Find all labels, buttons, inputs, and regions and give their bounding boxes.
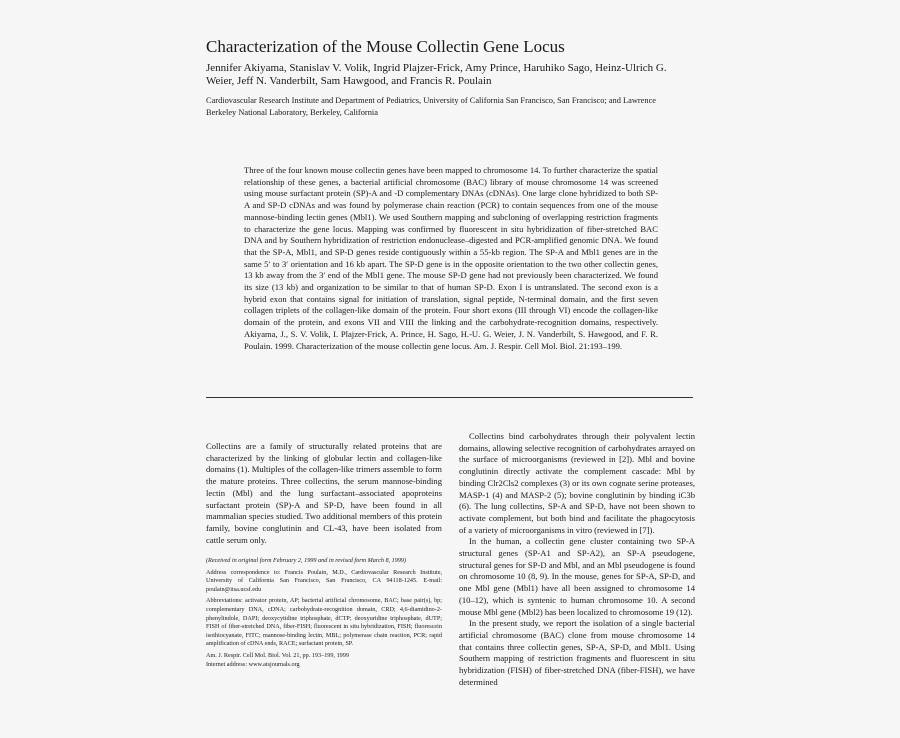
body-paragraph: Collectins bind carbohydrates through their polyvalent lectin domains, allowing selective recognition of carbohydrates arrayed on the surface of microorganisms (reviewed in [2]). Mbl and bovine conglutinin directly activate the complement cascade: Mbl by binding Clr2Cls2 complexes (3) or its own cognate serine proteases, MASP-1 (4) and MASP-2 (5); bovine conglutinin by binding iC3b (6). The lung collectins, SP-A and SP-D, have not been shown to activate complement, but both bind and facilitate the phagocytosis of a variety of microorganisms in vitro (reviewed in [7]).	[459, 431, 695, 535]
left-column	[206, 441, 442, 546]
right-column	[459, 431, 695, 688]
affiliation: Cardiovascular Research Institute and Department of Pediatrics, University of California San Francisco, San Francisco; and Lawrence Berkeley National Laboratory, Berkeley, California	[206, 96, 657, 117]
author-list: Jennifer Akiyama, Stanislav V. Volik, Ingrid Plajzer-Frick, Amy Prince, Haruhiko Sago, Heinz-Ulrich G. Weier, Jeff N. Vanderbilt, Sam Hawgood, and Francis R. Poulain	[206, 62, 667, 87]
footnotes	[206, 557, 442, 672]
body-paragraph: In the human, a collectin gene cluster containing two SP-A structural genes (SP-A1 and SP-A2), an SP-A pseudogene, structural genes for SP-D and Mbl, and an Mbl pseudogene is found on chromosome 10 (8, 9). In the mouse, genes for SP-A, SP-D, and one Mbl gene (Mbl1) have all been assigned to chromosome 14 (10–12), which is syntenic to human chromosome 10. A second mouse Mbl gene (Mbl2) has been localized to chromosome 19 (12).	[459, 536, 695, 617]
received-note: (Received in original form February 2, 1999 and in revised form March 8, 1999)	[206, 557, 407, 564]
intro-paragraph: Collectins are a family of structurally related proteins that are characterized by the linking of globular lectin and collagen-like domains (1). Multiples of the collagen-like trimers assemble to form the mature proteins. Three collectins, the serum mannose-binding lectin (Mbl) and the lung surfactant–associated apoproteins surfactant protein (SP)-A and SP-D, have been found in all mammalian species studied. Two additional members of this protein family, bovine conglutinin and CL-43, have been isolated from cattle serum only.	[206, 441, 442, 545]
internet-address: Internet address: www.atsjournals.org	[206, 660, 300, 668]
body-paragraph: In the present study, we report the isolation of a single bacterial artificial chromosome (BAC) clone from mouse chromosome 14 that contains three collectin genes, SP-A, SP-D, and Mbl1. Using Southern mapping of restriction fragments and fluorescent in situ hybridization (FISH) of fiber-stretched DNA (fiber-FISH), we have determined	[459, 618, 695, 687]
section-divider	[206, 397, 693, 398]
abstract: Three of the four known mouse collectin genes have been mapped to chromosome 14. To further characterize the spatial relationship of these genes, a bacterial artificial chromosome (BAC) library of mouse chromosome 14 was screened using mouse surfactant protein (SP)-A and -D complementary DNAs (cDNAs). One large clone hybridized to both SP-A and SP-D cDNAs and was found by polymerase chain reaction (PCR) to contain sequences from one of the mouse mannose-binding lectin genes (Mbl1). We used Southern mapping and subcloning of overlapping restriction fragments to characterize the gene locus. Mapping was confirmed by fluorescent in situ hybridization of fiber-stretched BAC DNA and by Southern hybridization of restriction endonuclease–digested and PCR-amplified genomic DNA. We found that the SP-A, Mbl1, and SP-D genes reside contiguously within a 55-kb region. The SP-A and Mbl1 genes are in the same 5′ to 3′ orientation and 16 kb apart. The SP-D gene is in the opposite orientation to the two other collectin genes, 13 kb away from the 3′ end of the Mbl1 gene. The mouse SP-D gene had not previously been characterized. We found its size (13 kb) and organization to be similar to that of human SP-D. Exon I is untranslated. The second exon is a hybrid exon that contains signal for initiation of translation, signal peptide, N-terminal domain, and the first seven collagen triplets of the collagen-like domain of the protein. Four short exons (III through VI) encode the collagen-like domain of the protein, and exons VII and VIII the linking and the carbohydrate-recognition domains, respectively. Akiyama, J., S. V. Volik, I. Plajzer-Frick, A. Prince, H. Sago, H.-U. G. Weier, J. N. Vanderbilt, S. Hawgood, and F. R. Poulain. 1999. Characterization of the mouse collectin gene locus. Am. J. Respir. Cell Mol. Biol. 21:193–199.	[244, 165, 658, 351]
article-title: Characterization of the Mouse Collectin Gene Locus	[206, 37, 565, 56]
abbreviations-note: Abbreviations: activator protein, AP; bacterial artificial chromosome, BAC; base pair(s), bp; complementary DNA, cDNA; carbohydrate-recognition domain, CRD; 4,6-diamidino-2-phenylindole, DAPI; deoxycytidine triphosphate, dCTP; deoxyuridine triphosphate, dUTP; FISH of fiber-stretched DNA, fiber-FISH; fluorescent in situ hybridization, FISH; fluorescein isothiocyanate, FITC; mannose-binding lectin, MBL; polymerase chain reaction, PCR; rapid amplification of cDNA ends, RACE; surfactant protein, SP.	[206, 597, 442, 648]
correspondence-note: Address correspondence to: Francis Poulain, M.D., Cardiovascular Research Institute, University of California San Francisco, San Francisco, CA 94118-1245. E-mail: poulain@itsa.ucsf.edu	[206, 568, 442, 593]
journal-citation: Am. J. Respir. Cell Mol. Biol. Vol. 21, pp. 193–199, 1999	[206, 651, 349, 659]
